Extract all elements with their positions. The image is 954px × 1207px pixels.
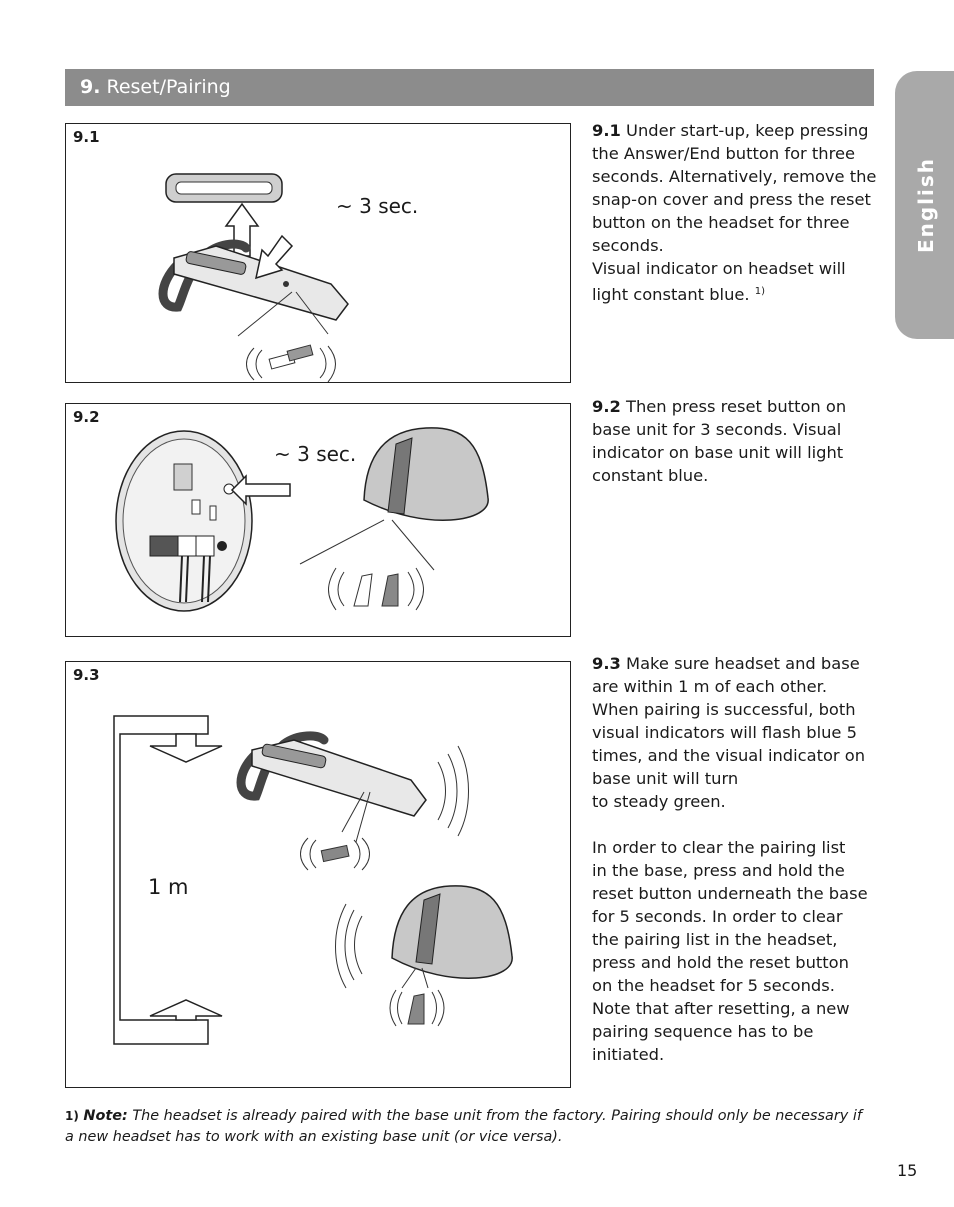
base-port (196, 536, 214, 556)
led-on-icon (287, 345, 313, 361)
base-unit (392, 886, 512, 978)
section-number: 9. (80, 76, 101, 98)
radio-wave-icon (458, 746, 469, 836)
light-wave-icon (432, 992, 437, 1024)
section-title: Reset/Pairing (106, 76, 231, 98)
duration-label: ~ 3 sec. (336, 194, 419, 218)
light-wave-icon (256, 350, 262, 378)
step-line: to steady green. (592, 792, 726, 811)
footnote-title: Note: (83, 1108, 128, 1124)
step-line: Under start-up, keep pressing (626, 121, 869, 140)
radio-wave-icon (448, 754, 457, 828)
step-line: snap-on cover and press the reset (592, 190, 871, 209)
step-line: reset button underneath the base (592, 884, 868, 903)
light-wave-icon (390, 990, 396, 1026)
base-port (150, 536, 178, 556)
footnote (65, 1106, 885, 1148)
base-switch (210, 506, 216, 520)
light-wave-icon (354, 840, 360, 868)
step-line: press and hold the reset button (592, 953, 849, 972)
step-line: visual indicators will flash blue 5 (592, 723, 857, 742)
figure-9-3 (65, 661, 571, 1088)
figure-label: 9.2 (73, 408, 100, 426)
light-wave-icon (416, 568, 424, 610)
step-line: base unit will turn (592, 769, 739, 788)
section-header (65, 69, 874, 106)
step-line: for 5 seconds. In order to clear (592, 907, 843, 926)
radio-wave-icon (336, 904, 347, 988)
step-line: are within 1 m of each other. (592, 677, 827, 696)
step-number: 9.3 (592, 654, 621, 673)
light-wave-icon (247, 348, 255, 380)
figure-label: 9.1 (73, 128, 100, 146)
step-number: 9.2 (592, 397, 621, 416)
figure-label: 9.3 (73, 666, 100, 684)
snap-on-cover-window (176, 182, 272, 194)
base-unit (364, 428, 488, 520)
headset-reset-illustration (66, 124, 570, 382)
step-line: seconds. Alternatively, remove the (592, 167, 877, 186)
radio-wave-icon (438, 762, 446, 820)
footnote-reference[interactable]: 1) (754, 286, 766, 297)
step-line: light constant blue. (592, 285, 750, 304)
reset-button (283, 281, 289, 287)
step-9-3-text (592, 652, 882, 1066)
light-wave-icon (329, 568, 337, 610)
light-wave-icon (362, 838, 370, 870)
step-line: When pairing is successful, both (592, 700, 856, 719)
indicator-line (392, 520, 434, 570)
light-wave-icon (301, 838, 309, 870)
figure-9-1 (65, 123, 571, 383)
light-wave-icon (338, 572, 344, 606)
light-wave-icon (320, 348, 326, 378)
led-off-icon (354, 574, 372, 606)
step-9-1-text (592, 119, 882, 306)
duration-label: ~ 3 sec. (274, 442, 357, 466)
step-line: seconds. (592, 236, 664, 255)
light-wave-icon (398, 992, 403, 1024)
led-on-icon (408, 994, 424, 1024)
figure-9-2 (65, 403, 571, 637)
step-line: Then press reset button on (626, 397, 847, 416)
footnote-line: The headset is already paired with the base unit from the factory. Pairing should only be necessary if (132, 1108, 862, 1124)
step-line: button on the headset for three (592, 213, 850, 232)
power-port (217, 541, 227, 551)
step-line: times, and the visual indicator on (592, 746, 866, 765)
base-reset-illustration (66, 404, 570, 636)
step-line: on the headset for 5 seconds. (592, 976, 835, 995)
indicator-line (300, 520, 384, 564)
step-line: the Answer/End button for three (592, 144, 855, 163)
step-line: Make sure headset and base (626, 654, 860, 673)
step-line: pairing sequence has to be (592, 1022, 814, 1041)
footnote-mark: 1) (65, 1109, 79, 1123)
pairing-distance-illustration (66, 662, 570, 1087)
light-wave-icon (438, 990, 444, 1026)
base-port (178, 536, 196, 556)
base-slot (174, 464, 192, 490)
step-line: Visual indicator on headset will (592, 259, 846, 278)
led-on-icon (382, 574, 398, 606)
light-wave-icon (408, 572, 414, 606)
language-tab-label: English (914, 156, 938, 254)
indicator-line (402, 968, 416, 988)
step-number: 9.1 (592, 121, 621, 140)
step-line: In order to clear the pairing list (592, 838, 846, 857)
step-line: constant blue. (592, 466, 709, 485)
radio-wave-icon (345, 910, 354, 980)
distance-arrow-down-icon (150, 734, 222, 762)
light-wave-icon (328, 346, 336, 382)
step-line: base unit for 3 seconds. Visual (592, 420, 842, 439)
footnote-line: a new headset has to work with an existing base unit (or vice versa). (65, 1129, 563, 1145)
light-wave-icon (310, 840, 316, 868)
step-line: the pairing list in the headset, (592, 930, 838, 949)
step-line: in the base, press and hold the (592, 861, 845, 880)
distance-arrow-up-icon (150, 1000, 222, 1020)
step-9-2-text (592, 395, 882, 487)
base-switch (192, 500, 200, 514)
page-number: 15 (897, 1161, 918, 1180)
distance-label: 1 m (148, 875, 189, 899)
led-on-icon (321, 845, 349, 861)
step-line: Note that after resetting, a new (592, 999, 850, 1018)
step-line: initiated. (592, 1045, 665, 1064)
step-line: indicator on base unit will light (592, 443, 844, 462)
radio-wave-icon (355, 916, 363, 974)
language-tab[interactable] (895, 71, 954, 339)
